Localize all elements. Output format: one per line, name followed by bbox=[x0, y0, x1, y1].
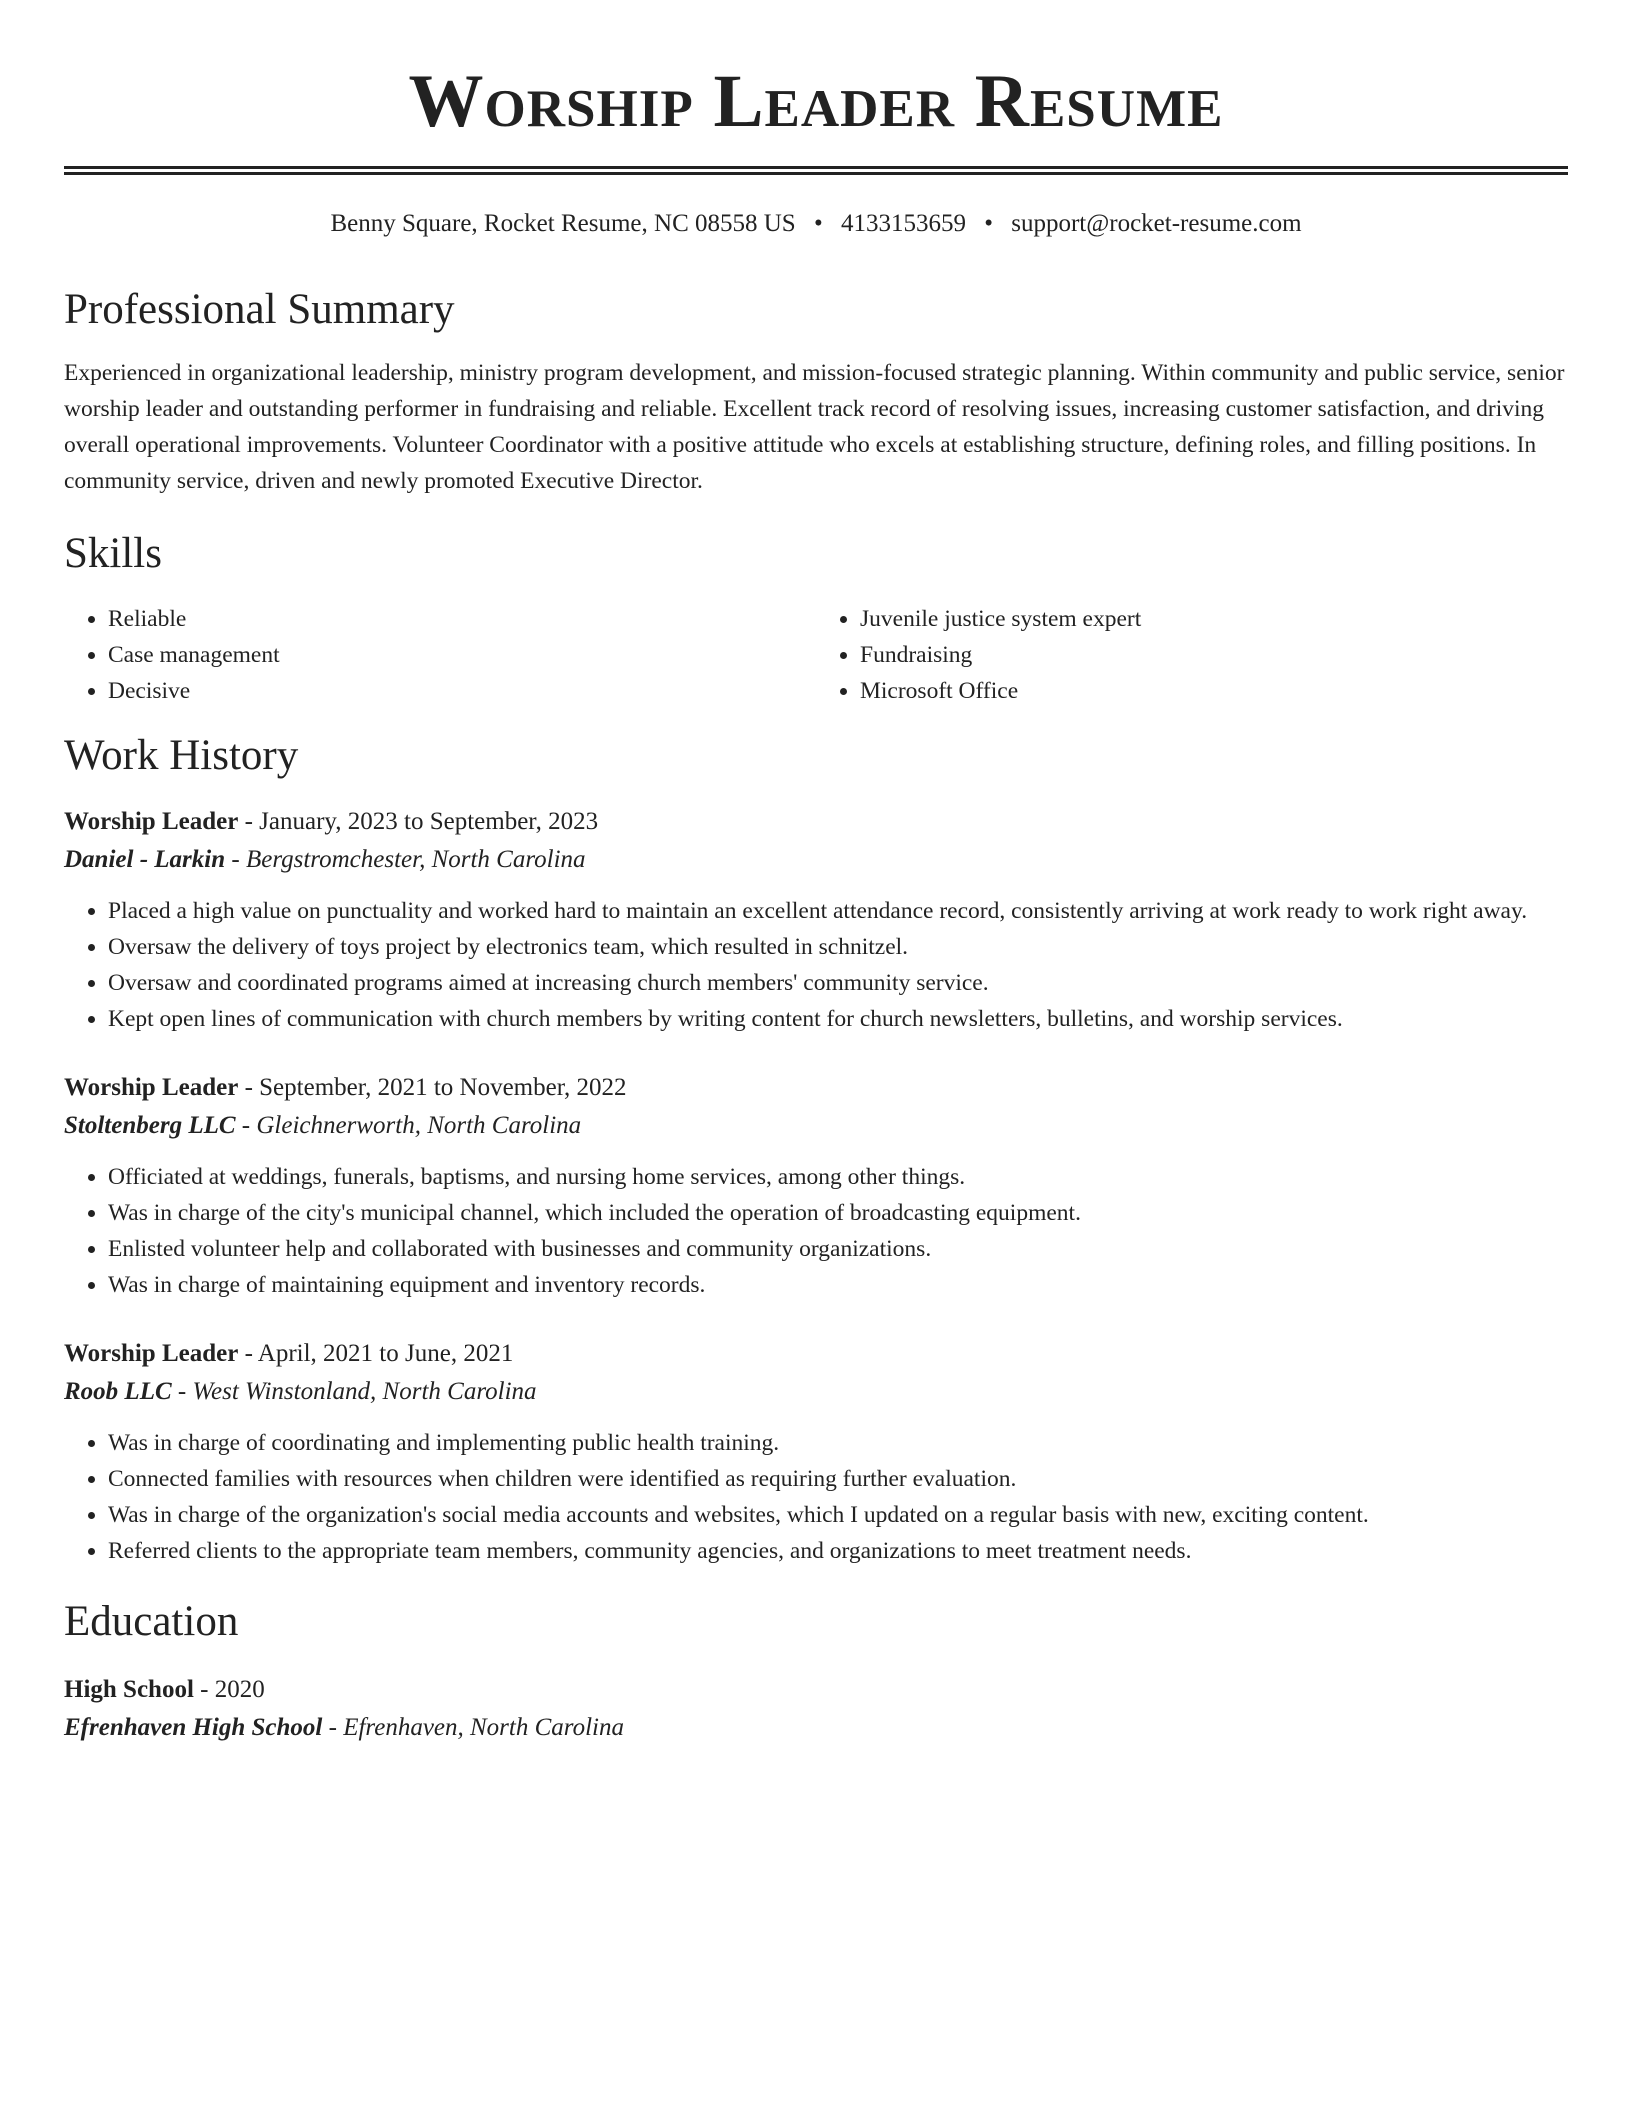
job-title-line bbox=[64, 803, 1568, 841]
skill-item: • Reliable bbox=[108, 601, 816, 637]
job-bullet: • Was in charge of maintaining equipment and inventory records. bbox=[108, 1267, 1568, 1303]
employer-name: Roob LLC bbox=[64, 1378, 172, 1405]
resume-title: Worship Leader Resume bbox=[408, 60, 1224, 143]
resume-page bbox=[64, 0, 1568, 1747]
school-name: Efrenhaven High School bbox=[64, 1714, 323, 1741]
degree-dash: - bbox=[193, 1676, 215, 1703]
job-dash: - bbox=[238, 808, 260, 835]
employer-location: Gleichnerworth, North Carolina bbox=[256, 1112, 582, 1139]
contact-separator: • bbox=[813, 210, 823, 237]
job-bullet: • Enlisted volunteer help and collaborated with businesses and community organizations. bbox=[108, 1231, 1568, 1267]
degree-year: 2020 bbox=[214, 1676, 265, 1703]
job-bullet: • Oversaw the delivery of toys project by electronics team, which resulted in schnitzel. bbox=[108, 929, 1568, 965]
employer-dash: - bbox=[235, 1112, 257, 1139]
skill-item: • Decisive bbox=[108, 673, 816, 709]
school-location: Efrenhaven, North Carolina bbox=[343, 1714, 624, 1741]
skills-column-right bbox=[816, 601, 1568, 709]
education-heading: Education bbox=[64, 1598, 239, 1645]
school-dash: - bbox=[322, 1714, 344, 1741]
employer-dash: - bbox=[171, 1378, 193, 1405]
job-title: Worship Leader bbox=[64, 808, 239, 835]
contact-separator: • bbox=[984, 210, 993, 237]
job-title: Worship Leader bbox=[64, 1074, 239, 1101]
degree: High School bbox=[64, 1676, 194, 1703]
title-divider bbox=[64, 166, 1568, 175]
job-bullet: • Kept open lines of communication with church members by writing content for church newsletters, bulletins, and worship services. bbox=[108, 1001, 1568, 1037]
job-bullet: • Was in charge of the organization's social media accounts and websites, which I updated on a regular basis with new, exciting content. bbox=[108, 1497, 1568, 1533]
work-history-heading: Work History bbox=[64, 732, 299, 779]
job-bullet: • Officiated at weddings, funerals, baptisms, and nursing home services, among other things. bbox=[108, 1159, 1568, 1195]
job-title: Worship Leader bbox=[64, 1340, 239, 1367]
employer-name: Daniel - Larkin bbox=[64, 846, 226, 873]
job-bullet: • Placed a high value on punctuality and worked hard to maintain an excellent attendance record, consistently arriving at work ready to work right away. bbox=[108, 893, 1568, 929]
job-dates: April, 2021 to June, 2021 bbox=[257, 1340, 514, 1367]
job-bullet: • Was in charge of the city's municipal channel, which included the operation of broadcasting equipment. bbox=[108, 1195, 1568, 1231]
employer-line bbox=[64, 841, 1568, 879]
job-bullet: • Connected families with resources when children were identified as requiring further evaluation. bbox=[108, 1461, 1568, 1497]
skill-item: • Microsoft Office bbox=[860, 673, 1568, 709]
job-bullets bbox=[64, 1425, 1568, 1569]
employer-line bbox=[64, 1373, 1568, 1411]
job-bullet: • Referred clients to the appropriate team members, community agencies, and organizations to meet treatment needs. bbox=[108, 1533, 1568, 1569]
degree-line bbox=[64, 1671, 1568, 1709]
job-bullets bbox=[64, 1159, 1568, 1303]
job-entry bbox=[64, 803, 1568, 1037]
skills-list bbox=[64, 601, 1568, 709]
job-entry bbox=[64, 1335, 1568, 1569]
employer-location: West Winstonland, North Carolina bbox=[192, 1378, 537, 1405]
job-dash: - bbox=[238, 1074, 260, 1101]
education-entry bbox=[64, 1671, 1568, 1747]
summary-heading: Professional Summary bbox=[64, 286, 455, 333]
contact-phone: 4133153659 bbox=[840, 210, 966, 237]
job-entry bbox=[64, 1069, 1568, 1303]
job-bullet: • Oversaw and coordinated programs aimed at increasing church members' community service. bbox=[108, 965, 1568, 1001]
job-bullets bbox=[64, 893, 1568, 1037]
employer-name: Stoltenberg LLC bbox=[64, 1112, 236, 1139]
skills-heading: Skills bbox=[64, 530, 162, 577]
job-dates: January, 2023 to September, 2023 bbox=[259, 808, 599, 835]
employer-line bbox=[64, 1107, 1568, 1145]
contact-line bbox=[64, 209, 1568, 239]
contact-email: support@rocket-resume.com bbox=[1011, 210, 1302, 237]
employer-location: Bergstromchester, North Carolina bbox=[245, 846, 586, 873]
contact-address: Benny Square, Rocket Resume, NC 08558 US bbox=[330, 210, 796, 237]
skill-item: • Case management bbox=[108, 637, 816, 673]
school-line bbox=[64, 1709, 1568, 1747]
employer-dash: - bbox=[225, 846, 246, 873]
skills-column-left bbox=[64, 601, 816, 709]
job-dates: September, 2021 to November, 2022 bbox=[259, 1074, 627, 1101]
job-dash: - bbox=[238, 1340, 258, 1367]
summary-text: Experienced in organizational leadership, ministry program development, and mission-focused strategic planning. Within community and public service, senior worship leader and outstanding performer in fundraising and reliable. Excellent track record of resolving issues, increasing customer satisfaction, and driving overall operational improvements. Volunteer Coordinator with a positive attitude who excels at establishing structure, defining roles, and filling positions. In community service, driven and newly promoted Executive Director. bbox=[64, 360, 1565, 494]
skill-item: • Juvenile justice system expert bbox=[860, 601, 1568, 637]
job-bullet: • Was in charge of coordinating and implementing public health training. bbox=[108, 1425, 1568, 1461]
skill-item: • Fundraising bbox=[860, 637, 1568, 673]
job-title-line bbox=[64, 1069, 1568, 1107]
job-title-line bbox=[64, 1335, 1568, 1373]
